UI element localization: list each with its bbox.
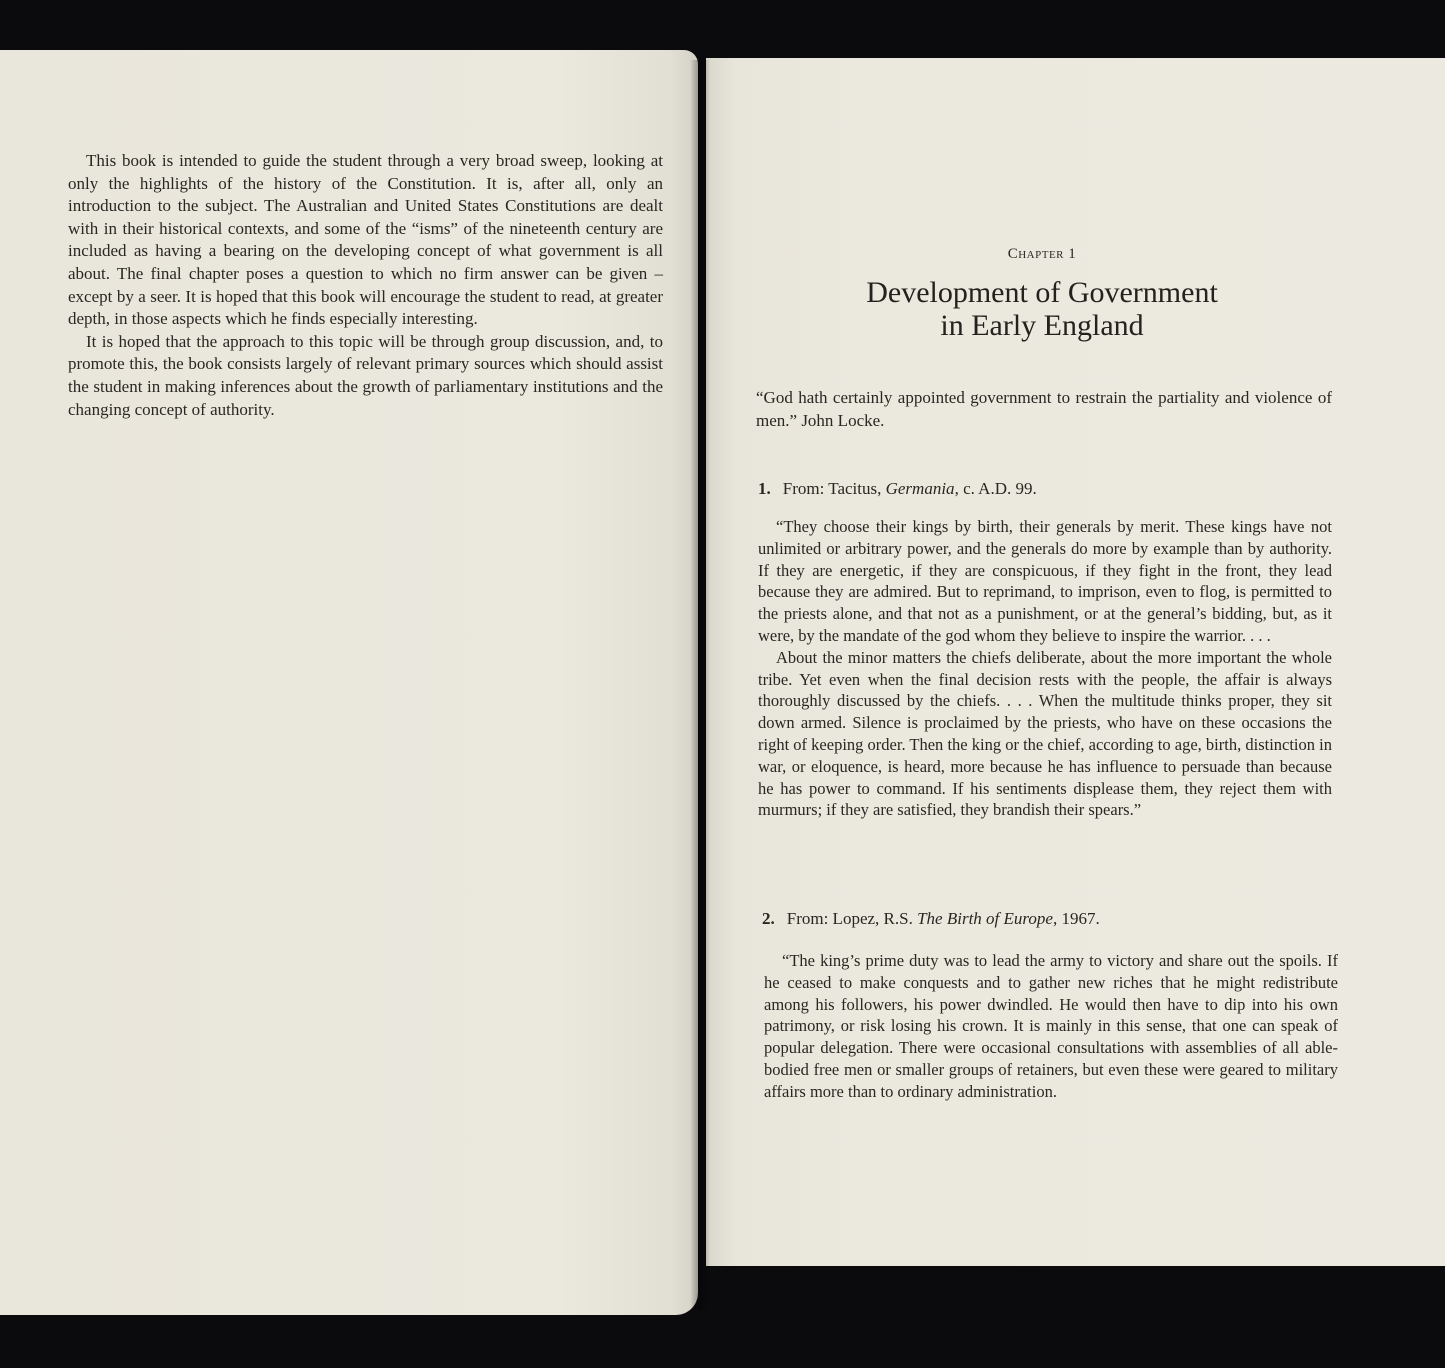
chapter-title [820,276,1264,342]
quote-paragraph: About the minor matters the chiefs deliberate, about the more important the whole tribe. Yet even when the final decision rests with the people, the affair is always thoroughly discussed by the chiefs. . . . When the multitude thinks proper, they sit down armed. Silence is proclaimed by the priests, who have on these occasions the right of keeping order. Then the king or the chief, according to age, birth, distinction in war, or eloquence, is heard, more because he has influence to persuade than because he has power to command. If his sentiments displease them, they reject them with murmurs; if they are satisfied, they brandish their spears.” [758,647,1332,820]
source-heading-1 [758,478,1037,500]
source-number: 2. [762,909,775,928]
book-gutter [690,60,710,1310]
source-work-title: Germania [885,479,955,498]
source-heading-2 [762,908,1100,930]
source-prefix: From: Lopez, R.S. [786,909,918,928]
quote-paragraph: “They choose their kings by birth, their generals by merit. These kings have not unlimited or arbitrary power, and the generals do more by example than by authority. If they are energetic, if they are conspicuous, if they fight in the front, they lead because they are admired. But to reprimand, to imprison, even to flog, is permitted to the priests alone, and that not as a punishment, or at the general’s bidding, but, as it were, by the mandate of the god whom they believe to inspire the warrior. . . . [758,517,1332,645]
source-quote-2 [764,950,1338,1103]
chapter-title-line-1: Development of Government [866,276,1218,309]
source-number: 1. [758,479,771,498]
source-quote-1 [758,516,1332,821]
chapter-label: Chapter 1 [1007,246,1077,262]
source-suffix: , c. A.D. 99. [954,479,1037,498]
preface-text [68,150,663,421]
quote-paragraph: “The king’s prime duty was to lead the army to victory and share out the spoils. If he ceased to make conquests and to gather new riches that he might redistribute among his followers, his power dwindled. He would then have to dip into his own patrimony, or risk losing his crown. It is mainly in this sense, that one can speak of popular delegation. There were occasional consultations with assemblies of all able-bodied free men or smaller groups of retainers, but even these were geared to military affairs more than to ordinary administration. [764,951,1338,1101]
source-work-title: The Birth of Europe [917,909,1053,928]
source-suffix: , 1967. [1052,909,1100,928]
source-prefix: From: Tacitus, [782,479,886,498]
epigraph: “God hath certainly appointed government to restrain the partiality and violence of men.” John Locke. [756,388,1332,430]
chapter-title-line-2: in Early England [940,309,1144,342]
preface-paragraph-2: It is hoped that the approach to this topic will be through group discussion, and, to promote this, the book consists largely of relevant primary sources which should assist the student in making inferences about the growth of parliamentary institutions and the changing concept of authority. [68,331,663,419]
preface-paragraph-1: This book is intended to guide the student through a very broad sweep, looking at only the highlights of the history of the Constitution. It is, after all, only an introduction to the subject. The Australian and United States Constitutions are dealt with in their historical contexts, and some of the “isms” of the nineteenth century are included as having a bearing on the developing concept of what government is all about. The final chapter poses a question to which no firm answer can be given – except by a seer. It is hoped that this book will encourage the student to read, at greater depth, in those aspects which he finds especially interesting. [68,151,663,329]
